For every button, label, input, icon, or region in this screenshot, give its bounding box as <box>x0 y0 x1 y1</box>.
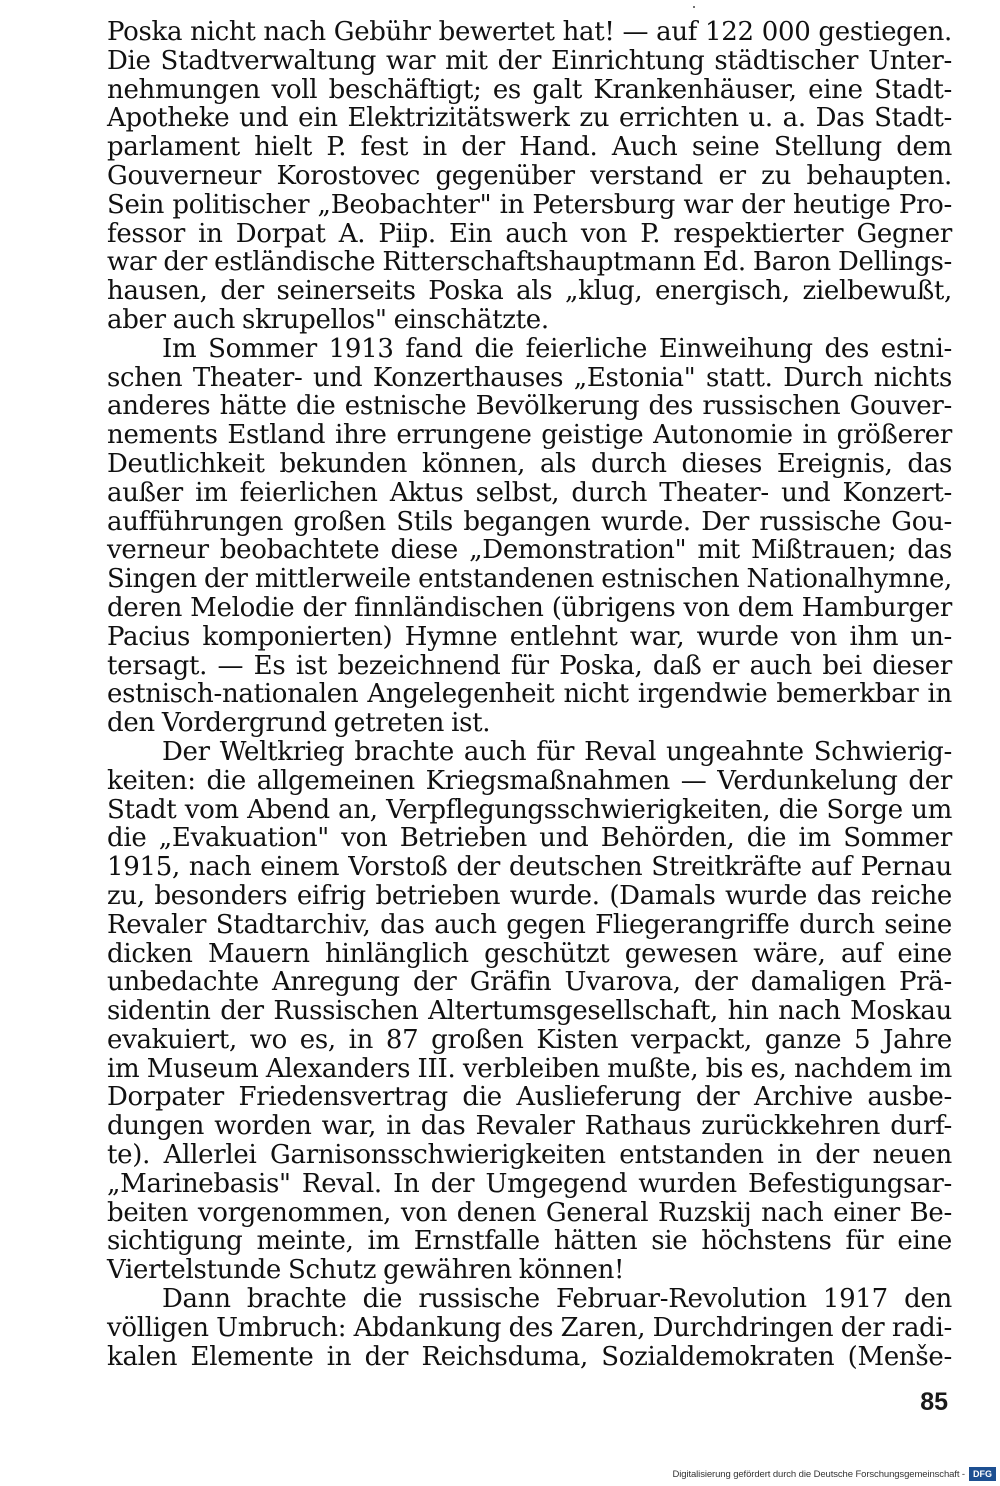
text-line: beiten vorgenommen, von denen General Ruzskij nach einer Be- <box>107 1197 952 1228</box>
text-line: Apotheke und ein Elektrizitätswerk zu errichten u. a. Das Stadt- <box>107 103 952 134</box>
text-line: Dorpater Friedensvertrag die Auslieferung der Archive ausbe- <box>107 1082 952 1113</box>
text-line: Der Weltkrieg brachte auch für Reval ungeahnte Schwierig- <box>162 736 952 767</box>
text-line: te). Allerlei Garnisonsschwierigkeiten entstanden in der neuen <box>107 1140 952 1171</box>
text-line: Revaler Stadtarchiv, das auch gegen Fliegerangriffe durch seine <box>107 909 952 940</box>
text-line: parlament hielt P. fest in der Hand. Auch seine Stellung dem <box>107 132 952 163</box>
page-number: 85 <box>920 1388 948 1416</box>
text-line: hausen, der seinerseits Poska als „klug, energisch, zielbewußt, <box>107 276 952 307</box>
text-line: Poska nicht nach Gebühr bewertet hat! — auf 122 000 gestiegen. <box>107 17 952 47</box>
text-line: fessor in Dorpat A. Piip. Ein auch von P. respektierter Gegner <box>107 218 952 249</box>
text-line: evakuiert, wo es, in 87 großen Kisten verpackt, ganze 5 Jahre <box>107 1024 952 1055</box>
text-line: dicken Mauern hinlänglich geschützt gewesen wäre, auf eine <box>107 938 952 969</box>
paragraph <box>107 738 952 1285</box>
text-line: Gouverneur Korostovec gegenüber verstand er zu behaupten. <box>107 160 952 191</box>
text-line: Singen der mittlerweile entstandenen estnischen Nationalhymne, <box>107 564 952 595</box>
footer-credit: Digitalisierung gefördert durch die Deutsche Forschungsgemeinschaft - <box>672 1468 965 1480</box>
text-line: Deutlichkeit bekunden können, als durch dieses Ereignis, das <box>107 448 952 479</box>
text-line: außer im feierlichen Aktus selbst, durch Theater- und Konzert- <box>107 477 952 508</box>
scan-speck <box>693 6 695 8</box>
digitization-footer <box>560 1466 996 1482</box>
text-line: sichtigung meinte, im Ernstfalle hätten sie höchstens für eine <box>107 1226 952 1257</box>
text-line: den Vordergrund getreten ist. <box>107 708 491 739</box>
text-line: aufführungen großen Stils begangen wurde. Der russische Gou- <box>107 506 952 537</box>
text-line: Sein politischer „Beobachter" in Petersburg war der heutige Pro- <box>107 189 952 220</box>
text-line: kalen Elemente in der Reichsduma, Sozialdemokraten (Menše- <box>107 1341 952 1372</box>
text-line: sidentin der Russischen Altertumsgesellschaft, hin nach Moskau <box>107 996 952 1027</box>
text-line: Im Sommer 1913 fand die feierliche Einweihung des estni- <box>162 333 952 364</box>
text-line: aber auch skrupellos" einschätzte. <box>107 304 549 335</box>
text-line: Dann brachte die russische Februar-Revolution 1917 den <box>162 1284 952 1315</box>
text-line: estnisch-nationalen Angelegenheit nicht irgendwie bemerkbar in <box>107 679 952 710</box>
text-line: nements Estland ihre errungene geistige Autonomie in größerer <box>107 420 952 451</box>
text-line: war der estländische Ritterschaftshauptmann Ed. Baron Dellings- <box>107 247 952 278</box>
text-line: im Museum Alexanders III. verbleiben mußte, bis es, nachdem im <box>107 1053 952 1084</box>
text-line: deren Melodie der finnländischen (übrigens von dem Hamburger <box>107 592 952 623</box>
text-line: schen Theater- und Konzerthauses „Estonia" statt. Durch nichts <box>107 362 952 393</box>
text-line: verneur beobachtete diese „Demonstration" mit Mißtrauen; das <box>107 535 952 566</box>
text-line: die „Evakuation" von Betrieben und Behörden, die im Sommer <box>107 823 952 854</box>
text-line: „Marinebasis" Reval. In der Umgegend wurden Befestigungsar- <box>107 1168 952 1199</box>
text-line: keiten: die allgemeinen Kriegsmaßnahmen — Verdunkelung der <box>107 765 952 796</box>
text-line: nehmungen voll beschäftigt; es galt Krankenhäuser, eine Stadt- <box>107 74 952 105</box>
text-line: 1915, nach einem Vorstoß der deutschen Streitkräfte auf Pernau <box>107 852 952 883</box>
text-line: Viertelstunde Schutz gewähren können! <box>107 1255 625 1286</box>
body-text <box>107 18 952 1371</box>
text-line: Die Stadtverwaltung war mit der Einrichtung städtischer Unter- <box>107 45 952 76</box>
text-line: tersagt. — Es ist bezeichnend für Poska, daß er auch bei dieser <box>107 650 952 681</box>
text-line: anderes hätte die estnische Bevölkerung des russischen Gouver- <box>107 391 952 422</box>
text-line: Stadt vom Abend an, Verpflegungsschwierigkeiten, die Sorge um <box>107 794 952 825</box>
paragraph <box>107 335 952 738</box>
text-line: dungen worden war, in das Revaler Rathaus zurückkehren durf- <box>107 1111 952 1142</box>
text-line: zu, besonders eifrig betrieben wurde. (Damals wurde das reiche <box>107 880 952 911</box>
paragraph <box>107 18 952 335</box>
dfg-logo: DFG <box>969 1467 996 1481</box>
text-line: unbedachte Anregung der Gräfin Uvarova, der damaligen Prä- <box>107 967 952 998</box>
paragraph <box>107 1285 952 1371</box>
text-line: Pacius komponierten) Hymne entlehnt war, wurde von ihm un- <box>107 621 952 652</box>
text-line: völligen Umbruch: Abdankung des Zaren, Durchdringen der radi- <box>107 1312 952 1343</box>
